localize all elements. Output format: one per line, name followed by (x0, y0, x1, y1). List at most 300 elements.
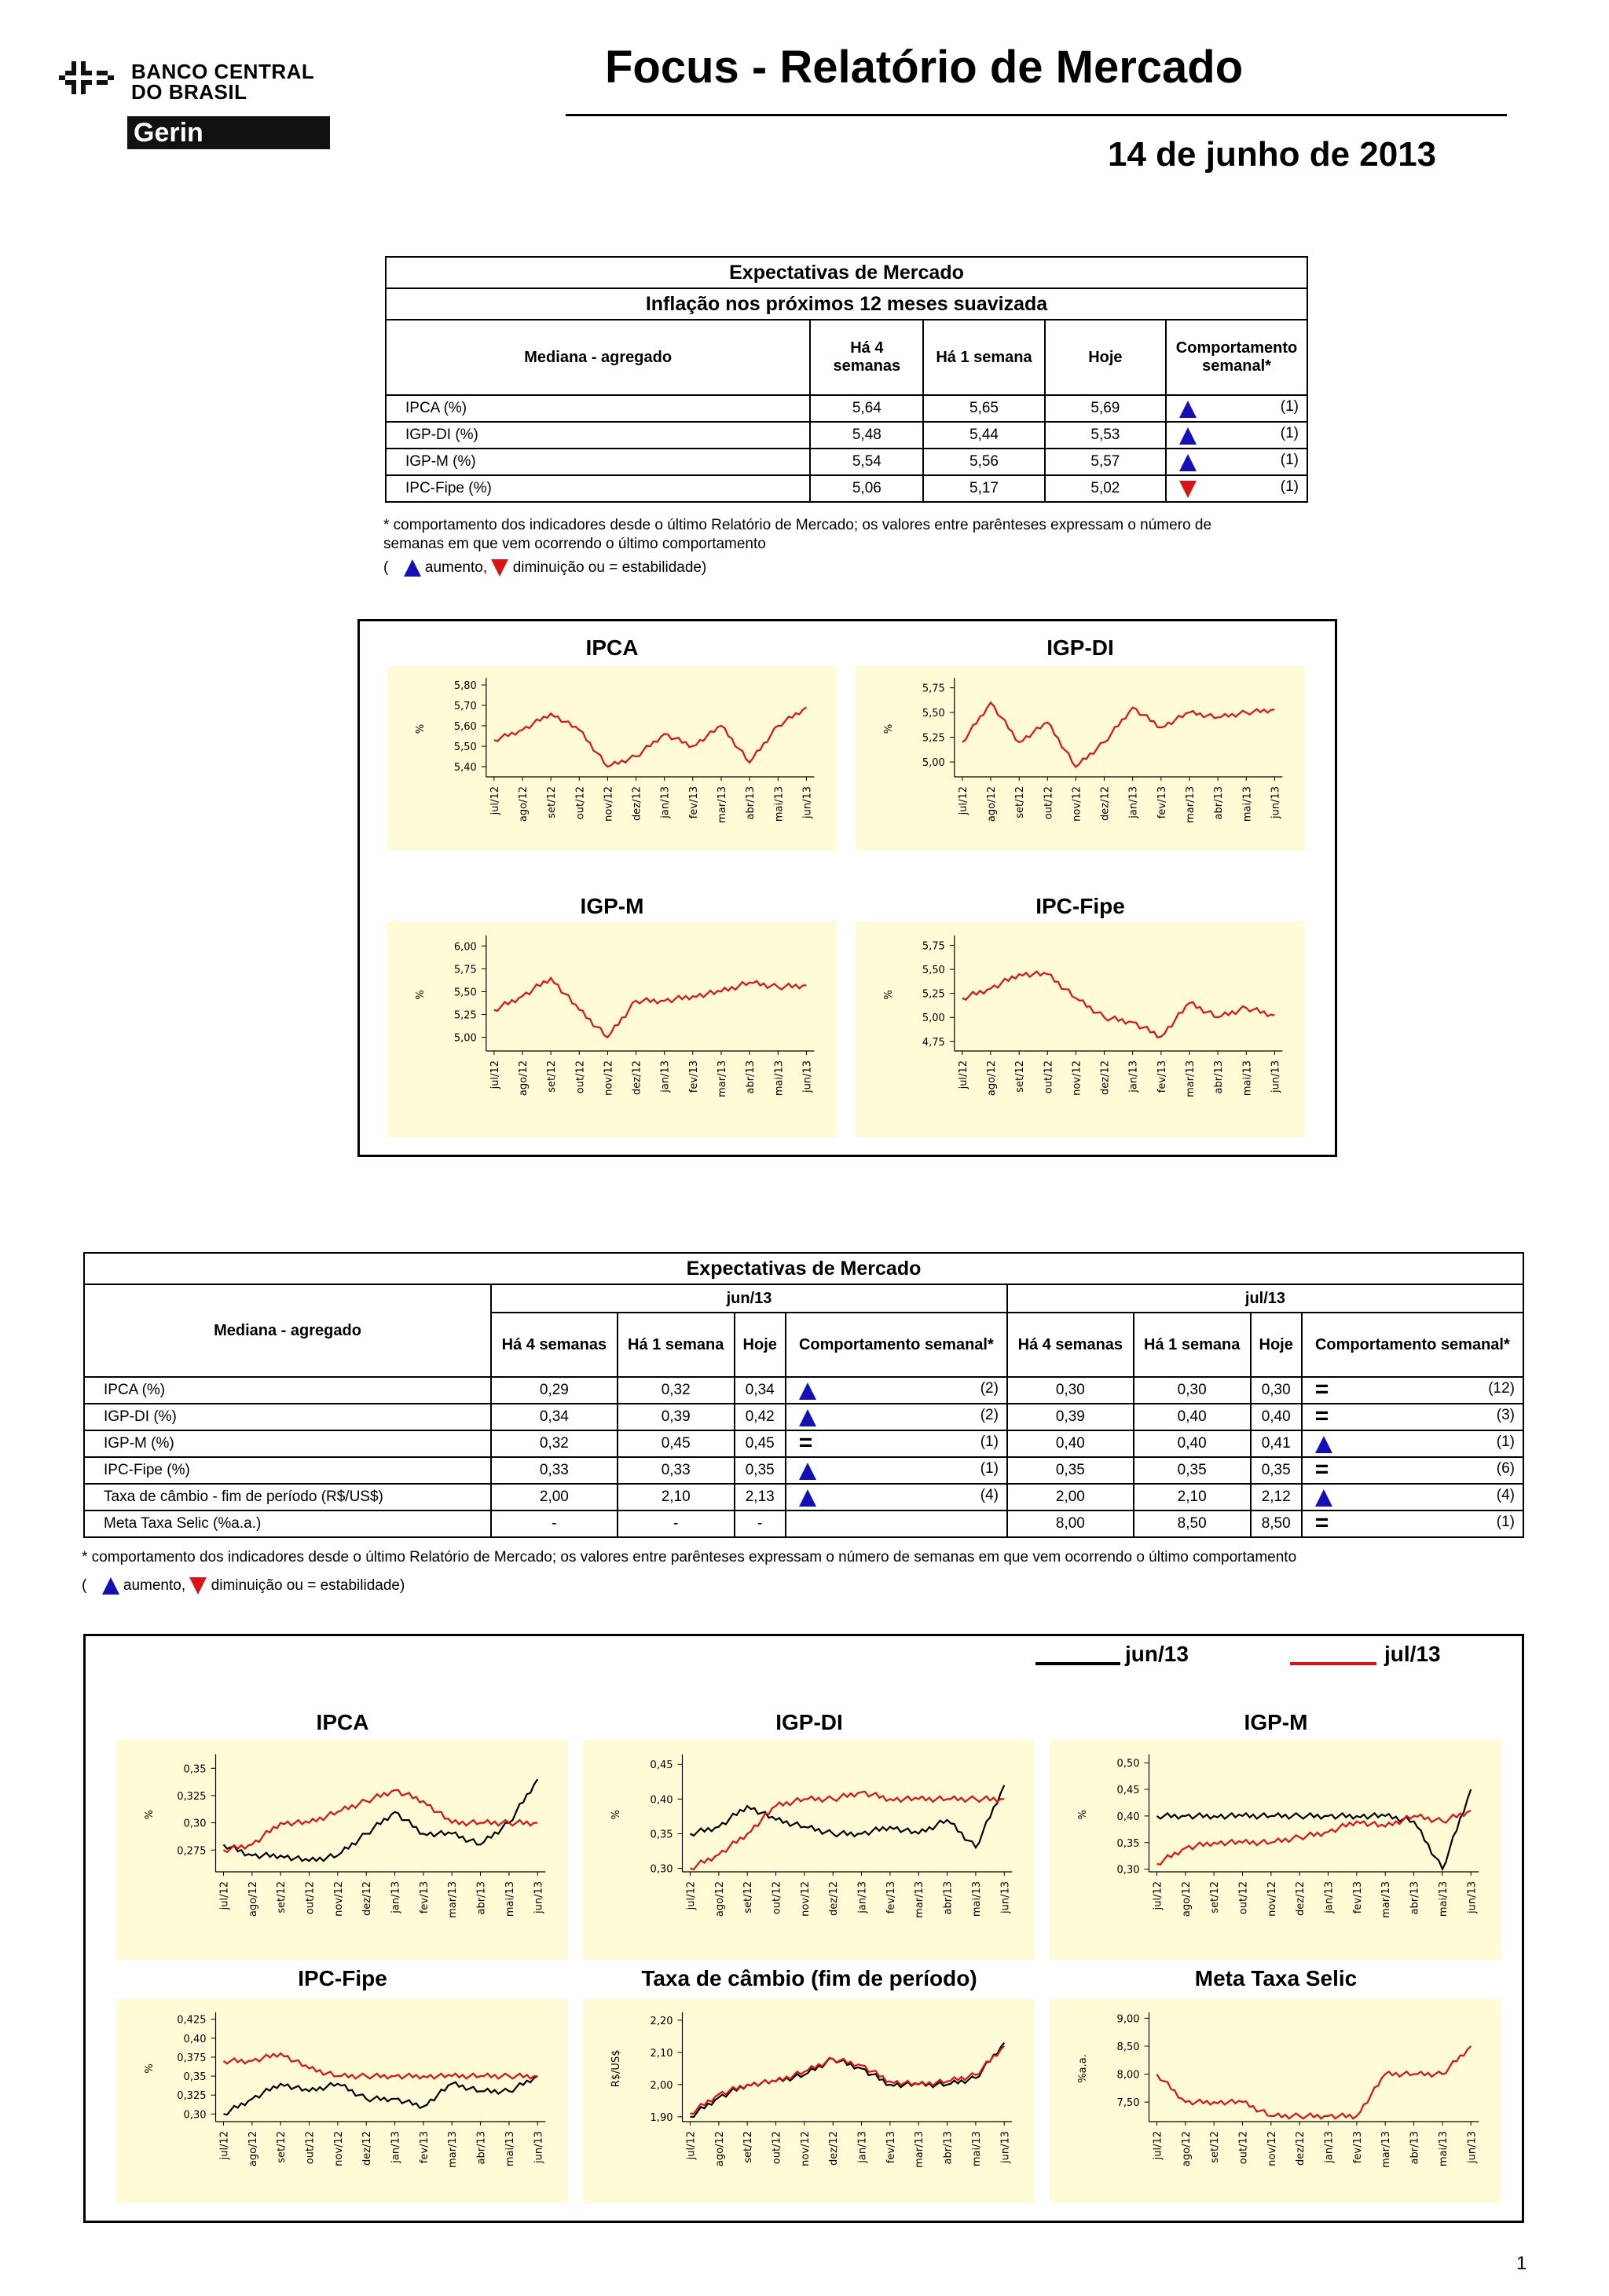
inflation-12m-table (385, 256, 1308, 503)
x-tick-label: out/12 (1237, 1881, 1250, 1915)
chart-title: Taxa de câmbio (fim de período) (641, 1966, 977, 1990)
x-tick-label: mai/13 (1437, 1881, 1450, 1917)
x-tick-label: jul/12 (685, 1881, 698, 1910)
y-tick-label: 5,70 (453, 701, 477, 712)
x-tick-label: out/12 (304, 1881, 317, 1915)
x-tick-label: fev/13 (885, 2131, 897, 2164)
y-tick-label: 0,30 (1116, 1864, 1140, 1877)
value-4-weeks: 5,54 (810, 449, 923, 475)
x-tick-label: nov/12 (1071, 786, 1083, 822)
jul-value-today: 2,12 (1251, 1484, 1302, 1511)
y-tick-label: 0,35 (1116, 1837, 1140, 1850)
x-tick-label: fev/13 (418, 1881, 431, 1914)
x-tick-label: jul/12 (957, 786, 969, 815)
col-behavior: Comportamento semanal* (1166, 320, 1307, 395)
x-tick-label: set/12 (546, 786, 559, 818)
behavior-cell (1166, 449, 1307, 475)
jun-behavior-cell (786, 1377, 1007, 1404)
x-tick-label: dez/12 (828, 2131, 841, 2166)
x-tick-label: nov/12 (1071, 1060, 1083, 1096)
x-tick-label: jun/13 (801, 1060, 814, 1093)
col-today: Hoje (1045, 320, 1166, 395)
col-median: Mediana - agregado (386, 320, 810, 395)
x-tick-label: jun/13 (999, 2131, 1012, 2164)
jul-value-4-weeks: 2,00 (1007, 1484, 1134, 1511)
x-tick-label: jun/13 (533, 2131, 545, 2164)
jul-value-today: 0,41 (1251, 1430, 1302, 1457)
x-tick-label: nov/12 (603, 786, 615, 822)
y-tick-label: 0,30 (650, 1863, 673, 1876)
col-4-weeks: Há 4 semanas (810, 320, 923, 395)
jun-behavior-cell (786, 1511, 1007, 1537)
row-label: IPCA (%) (386, 395, 810, 422)
x-tick-label: dez/12 (828, 1881, 841, 1916)
x-tick-label: jul/12 (957, 1060, 969, 1089)
bank-name-line2: DO BRASIL (131, 80, 247, 104)
y-tick-label: 5,75 (922, 683, 945, 695)
x-tick-label: abr/13 (1213, 786, 1226, 820)
table-row (386, 449, 1307, 475)
legend2-down-label: diminuição ou = estabilidade) (211, 1577, 405, 1595)
jul-value-4-weeks: 0,40 (1007, 1430, 1134, 1457)
x-tick-label: mar/13 (447, 2131, 460, 2168)
chart-title: IGP-M (580, 894, 644, 918)
row-label: Taxa de câmbio - fim de período (R$/US$) (84, 1484, 491, 1511)
x-tick-label: mar/13 (716, 786, 728, 823)
table-row (386, 422, 1307, 449)
legend2-open: ( (82, 1577, 87, 1595)
up-triangle-icon (799, 1409, 816, 1426)
x-tick-label: jul/12 (218, 1881, 231, 1910)
x-tick-label: mai/13 (773, 1060, 786, 1097)
y-axis-label: % (414, 990, 427, 1000)
y-tick-label: 0,30 (183, 2109, 207, 2122)
y-tick-label: 5,60 (453, 721, 477, 733)
x-tick-label: abr/13 (475, 1881, 488, 1915)
y-tick-label: 5,00 (922, 1013, 945, 1025)
y-tick-label: 8,00 (1116, 2069, 1140, 2082)
x-tick-label: abr/13 (1213, 1060, 1226, 1094)
title-divider (566, 114, 1507, 116)
x-tick-label: jun/13 (801, 786, 814, 819)
down-triangle-icon (491, 559, 508, 577)
chart-6 (1050, 1710, 1501, 1960)
x-tick-label: dez/12 (361, 1881, 374, 1916)
jul-value-1-week: 0,40 (1134, 1430, 1251, 1457)
y-tick-label: 0,35 (183, 2071, 207, 2084)
legend-up-label: aumento, (424, 559, 488, 577)
value-today: 5,57 (1045, 449, 1166, 475)
jul-value-4-weeks: 0,30 (1007, 1377, 1134, 1404)
chart-plot-background (387, 666, 837, 851)
x-tick-label: dez/12 (1099, 786, 1112, 821)
chart-4 (116, 1710, 568, 1960)
behavior-weeks-count: (2) (980, 1407, 999, 1423)
x-tick-label: ago/12 (517, 786, 530, 822)
up-triangle-icon (799, 1489, 816, 1507)
x-tick-label: mar/13 (1380, 2131, 1393, 2168)
jul-behavior-cell (1302, 1404, 1523, 1430)
y-axis-label: % (414, 723, 427, 734)
y-tick-label: 1,90 (650, 2111, 673, 2124)
y-tick-label: 5,80 (453, 680, 477, 692)
x-tick-label: jul/12 (489, 1060, 501, 1089)
jun-value-today: 0,34 (735, 1377, 786, 1404)
behavior-weeks-count: (1) (1280, 425, 1299, 441)
jun-value-1-week: 0,39 (618, 1404, 735, 1430)
chart-title: IPC-Fipe (1035, 894, 1125, 918)
y-tick-label: 0,40 (1116, 1811, 1140, 1823)
x-tick-label: dez/12 (1295, 2131, 1307, 2166)
x-tick-label: jan/13 (856, 2131, 869, 2163)
monthly-charts (83, 1634, 1524, 2223)
jun-value-4-weeks: 0,32 (491, 1430, 618, 1457)
x-tick-label: mar/13 (914, 2131, 926, 2168)
x-tick-label: mai/13 (970, 2131, 983, 2167)
down-triangle-icon (1179, 481, 1197, 498)
x-tick-label: ago/12 (1180, 1881, 1193, 1917)
row-label: Meta Taxa Selic (%a.a.) (84, 1511, 491, 1537)
y-axis-label: % (882, 990, 895, 1000)
behavior-weeks-count: (3) (1496, 1407, 1515, 1423)
jul-value-today: 0,35 (1251, 1457, 1302, 1484)
behavior-weeks-count: (6) (1496, 1460, 1515, 1477)
x-tick-label: ago/12 (713, 2131, 726, 2167)
jun-value-today: 0,42 (735, 1404, 786, 1430)
y-tick-label: 5,00 (922, 757, 945, 770)
row-label: IPC-Fipe (%) (84, 1457, 491, 1484)
y-tick-label: 0,50 (1116, 1758, 1140, 1771)
jul-value-today: 8,50 (1251, 1511, 1302, 1537)
jun-value-today: 0,45 (735, 1430, 786, 1457)
equal-sign-icon: = (1314, 1456, 1329, 1482)
inflation-charts (357, 619, 1337, 1157)
x-tick-label: set/12 (1209, 1881, 1222, 1913)
jun-value-4-weeks: 0,33 (491, 1457, 618, 1484)
y-tick-label: 2,10 (650, 2047, 673, 2060)
jul-value-1-week: 0,35 (1134, 1457, 1251, 1484)
y-tick-label: 0,425 (177, 2014, 207, 2027)
legend-label-jun13: jun/13 (1125, 1642, 1189, 1666)
legend-label-jul13: jul/13 (1384, 1642, 1441, 1666)
behavior-weeks-count: (1) (1496, 1514, 1515, 1530)
legend-down-label: diminuição ou = estabilidade) (512, 559, 707, 577)
behavior-weeks-count: (1) (980, 1434, 999, 1450)
x-tick-label: jan/13 (1323, 2131, 1336, 2163)
t2-col-1w-a: Há 1 semana (618, 1313, 735, 1377)
equal-sign-icon: = (1314, 1510, 1329, 1536)
x-tick-label: mai/13 (504, 2131, 516, 2167)
y-tick-label: 0,30 (183, 1818, 207, 1830)
value-today: 5,53 (1045, 422, 1166, 449)
x-tick-label: dez/12 (361, 2131, 374, 2166)
row-label: IGP-DI (%) (386, 422, 810, 449)
up-triangle-icon (102, 1577, 119, 1595)
table-row (84, 1511, 1523, 1537)
y-axis-label: % (144, 1810, 156, 1820)
row-label: IGP-M (%) (386, 449, 810, 475)
jul-value-1-week: 0,40 (1134, 1404, 1251, 1430)
x-tick-label: dez/12 (631, 786, 643, 821)
jun-value-4-weeks: 0,34 (491, 1404, 618, 1430)
t2-col-today-b: Hoje (1251, 1313, 1302, 1377)
jun-behavior-cell (786, 1430, 1007, 1457)
y-axis-label: % (882, 723, 895, 734)
x-tick-label: out/12 (1043, 786, 1055, 820)
value-4-weeks: 5,64 (810, 395, 923, 422)
x-tick-label: jan/13 (659, 786, 672, 818)
department-badge: Gerin (127, 116, 330, 149)
jul-behavior-cell (1302, 1377, 1523, 1404)
chart-2 (387, 894, 837, 1137)
jul-value-today: 0,40 (1251, 1404, 1302, 1430)
x-tick-label: nov/12 (603, 1060, 615, 1096)
y-axis-label: % (610, 1810, 622, 1820)
x-tick-label: fev/13 (1156, 786, 1168, 819)
chart-plot-background (1050, 1740, 1501, 1960)
up-triangle-icon (1315, 1489, 1332, 1507)
table2-note: * comportamento dos indicadores desde o último Relatório de Mercado; os valores entre parênteses expressam o número de semanas em que vem ocorrendo o último comportamento (82, 1549, 1297, 1565)
chart-title: IPCA (585, 635, 639, 660)
page-title: Focus - Relatório de Mercado (605, 42, 1244, 93)
jun-value-1-week: 0,45 (618, 1430, 735, 1457)
jul-value-4-weeks: 0,35 (1007, 1457, 1134, 1484)
table1-note-line1: * comportamento dos indicadores desde o último Relatório de Mercado; os valores entre parênteses expressam o número de (383, 517, 1212, 533)
table1-note-line2: semanas em que vem ocorrendo o último comportamento (383, 536, 766, 552)
x-tick-label: jan/13 (1127, 1060, 1140, 1093)
x-tick-label: jun/13 (1270, 786, 1282, 819)
x-tick-label: out/12 (574, 1060, 587, 1094)
jun-behavior-cell (786, 1404, 1007, 1430)
table1-subtitle: Inflação nos próximos 12 meses suavizada (386, 288, 1307, 320)
y-tick-label: 5,50 (922, 965, 945, 977)
behavior-weeks-count: (1) (1280, 452, 1299, 468)
x-tick-label: mai/13 (1437, 2131, 1450, 2167)
jul-value-4-weeks: 8,00 (1007, 1511, 1134, 1537)
up-triangle-icon (404, 559, 421, 577)
x-tick-label: set/12 (1209, 2131, 1222, 2163)
y-tick-label: 2,20 (650, 2015, 673, 2027)
y-tick-label: 5,25 (453, 1009, 477, 1022)
x-tick-label: nov/12 (332, 1881, 345, 1917)
chart-title: IGP-DI (1046, 635, 1114, 660)
y-tick-label: 5,25 (922, 732, 945, 745)
chart-9 (1050, 1966, 1501, 2203)
x-tick-label: mar/13 (1184, 786, 1197, 823)
y-axis-label: % (144, 2063, 156, 2074)
jul-behavior-cell (1302, 1457, 1523, 1484)
y-tick-label: 0,45 (1116, 1785, 1140, 1797)
jun-value-4-weeks: 0,29 (491, 1377, 618, 1404)
y-tick-label: 4,75 (922, 1036, 945, 1049)
y-axis-label: % (1077, 1810, 1089, 1820)
table-row (84, 1430, 1523, 1457)
x-tick-label: mar/13 (914, 1881, 926, 1918)
behavior-weeks-count: (2) (980, 1380, 999, 1397)
jun-behavior-cell (786, 1484, 1007, 1511)
y-tick-label: 2,00 (650, 2079, 673, 2092)
equal-sign-icon: = (1314, 1376, 1329, 1402)
equal-sign-icon: = (1314, 1403, 1329, 1429)
t2-period1: jun/13 (491, 1284, 1007, 1313)
value-today: 5,69 (1045, 395, 1166, 422)
jun-behavior-cell (786, 1457, 1007, 1484)
x-tick-label: abr/13 (475, 2131, 488, 2165)
x-tick-label: jun/13 (533, 1881, 545, 1914)
x-tick-label: mai/13 (504, 1881, 516, 1917)
t2-col-4w-a: Há 4 semanas (491, 1313, 618, 1377)
behavior-weeks-count: (1) (980, 1460, 999, 1477)
x-tick-label: jul/12 (218, 2131, 231, 2160)
value-1-week: 5,65 (923, 395, 1044, 422)
jul-value-1-week: 8,50 (1134, 1511, 1251, 1537)
x-tick-label: jan/13 (390, 1881, 402, 1913)
t2-col-median: Mediana - agregado (84, 1284, 491, 1377)
table1-legend (383, 559, 706, 577)
jun-value-today: 2,13 (735, 1484, 786, 1511)
x-tick-label: mai/13 (970, 1881, 983, 1917)
y-axis-label: R$/US$ (610, 2049, 622, 2088)
x-tick-label: set/12 (1014, 786, 1027, 818)
chart-0 (387, 635, 837, 851)
x-tick-label: ago/12 (1180, 2131, 1193, 2167)
chart-title: IPC-Fipe (298, 1966, 387, 1990)
t2-col-beh-b: Comportamento semanal* (1302, 1313, 1523, 1377)
y-tick-label: 0,275 (177, 1845, 207, 1858)
y-tick-label: 0,325 (177, 1790, 207, 1803)
table2-legend (82, 1577, 405, 1595)
y-tick-label: 0,375 (177, 2052, 207, 2064)
y-tick-label: 5,40 (453, 762, 477, 774)
jul-behavior-cell (1302, 1511, 1523, 1537)
jun-value-today: - (735, 1511, 786, 1537)
y-tick-label: 7,50 (1116, 2097, 1140, 2110)
x-tick-label: jul/12 (489, 786, 501, 815)
value-1-week: 5,44 (923, 422, 1044, 449)
x-tick-label: abr/13 (1409, 1881, 1421, 1915)
row-label: IGP-M (%) (84, 1430, 491, 1457)
page-number: 1 (1516, 2253, 1527, 2274)
x-tick-label: ago/12 (713, 1881, 726, 1917)
up-triangle-icon (799, 1463, 816, 1480)
up-triangle-icon (799, 1382, 816, 1400)
bank-name-line1: BANCO CENTRAL (131, 60, 315, 83)
x-tick-label: ago/12 (517, 1060, 530, 1097)
x-tick-label: jan/13 (1323, 1881, 1336, 1913)
y-tick-label: 0,40 (650, 1794, 673, 1807)
table-row (386, 395, 1307, 422)
x-tick-label: jan/13 (856, 1881, 869, 1913)
y-tick-label: 5,50 (453, 742, 477, 753)
x-tick-label: out/12 (304, 2131, 317, 2165)
x-tick-label: abr/13 (942, 2131, 955, 2165)
jun-value-1-week: - (618, 1511, 735, 1537)
y-tick-label: 0,45 (650, 1760, 673, 1772)
t2-col-beh-a: Comportamento semanal* (786, 1313, 1007, 1377)
x-tick-label: fev/13 (687, 1060, 700, 1093)
y-tick-label: 6,00 (453, 941, 477, 954)
y-tick-label: 0,325 (177, 2090, 207, 2103)
x-tick-label: jan/13 (659, 1060, 672, 1093)
equal-sign-icon: = (798, 1430, 813, 1456)
jun-value-4-weeks: - (491, 1511, 618, 1537)
jul-behavior-cell (1302, 1430, 1523, 1457)
x-tick-label: dez/12 (631, 1060, 643, 1095)
x-tick-label: mai/13 (773, 786, 786, 822)
y-tick-label: 0,40 (183, 2033, 207, 2045)
x-tick-label: fev/13 (885, 1881, 897, 1914)
x-tick-label: nov/12 (799, 2131, 812, 2166)
x-tick-label: dez/12 (1099, 1060, 1112, 1095)
monthly-expectations-table (83, 1252, 1524, 1538)
value-today: 5,02 (1045, 475, 1166, 502)
row-label: IPC-Fipe (%) (386, 475, 810, 502)
up-triangle-icon (1179, 427, 1197, 445)
table-row (386, 475, 1307, 502)
x-tick-label: mar/13 (716, 1060, 728, 1097)
bcb-logo-icon (59, 57, 123, 104)
x-tick-label: fev/13 (1351, 2131, 1364, 2164)
chart-title: IPCA (316, 1710, 369, 1734)
x-tick-label: mai/13 (1241, 786, 1254, 822)
x-tick-label: ago/12 (985, 786, 998, 822)
down-triangle-icon (189, 1577, 207, 1595)
x-tick-label: fev/13 (418, 2131, 431, 2164)
x-tick-label: nov/12 (1266, 1881, 1278, 1917)
behavior-weeks-count: (12) (1488, 1380, 1515, 1397)
x-tick-label: set/12 (546, 1060, 559, 1093)
value-4-weeks: 5,06 (810, 475, 923, 502)
table-row (84, 1377, 1523, 1404)
up-triangle-icon (1179, 401, 1197, 418)
legend-open: ( (383, 559, 389, 577)
x-tick-label: mai/13 (1241, 1060, 1254, 1097)
jul-behavior-cell (1302, 1484, 1523, 1511)
chart-7 (116, 1966, 568, 2203)
x-tick-label: out/12 (1237, 2131, 1250, 2165)
y-tick-label: 5,00 (453, 1032, 477, 1045)
x-tick-label: jul/12 (1152, 2131, 1164, 2160)
x-tick-label: jun/13 (1270, 1060, 1282, 1093)
jul-value-1-week: 2,10 (1134, 1484, 1251, 1511)
x-tick-label: ago/12 (985, 1060, 998, 1097)
table-row (84, 1404, 1523, 1430)
up-triangle-icon (1179, 454, 1197, 471)
y-axis-label: %a.a. (1077, 2054, 1089, 2083)
x-tick-label: jul/12 (1152, 1881, 1164, 1910)
t2-col-1w-b: Há 1 semana (1134, 1313, 1251, 1377)
x-tick-label: abr/13 (745, 786, 757, 820)
value-1-week: 5,17 (923, 475, 1044, 502)
y-tick-label: 8,50 (1116, 2041, 1140, 2053)
x-tick-label: mar/13 (447, 1881, 460, 1918)
jun-value-1-week: 0,32 (618, 1377, 735, 1404)
behavior-weeks-count: (1) (1280, 478, 1299, 495)
x-tick-label: ago/12 (247, 1881, 259, 1917)
chart-1 (856, 635, 1305, 851)
behavior-cell (1166, 422, 1307, 449)
table-row (84, 1457, 1523, 1484)
x-tick-label: abr/13 (942, 1881, 955, 1915)
chart-title: IGP-M (1244, 1710, 1308, 1734)
x-tick-label: jan/13 (390, 2131, 402, 2163)
behavior-cell (1166, 475, 1307, 502)
x-tick-label: set/12 (276, 2131, 288, 2163)
y-tick-label: 0,35 (183, 1763, 207, 1776)
y-tick-label: 5,50 (922, 708, 945, 720)
x-tick-label: nov/12 (1266, 2131, 1278, 2166)
behavior-weeks-count: (4) (1496, 1487, 1515, 1503)
